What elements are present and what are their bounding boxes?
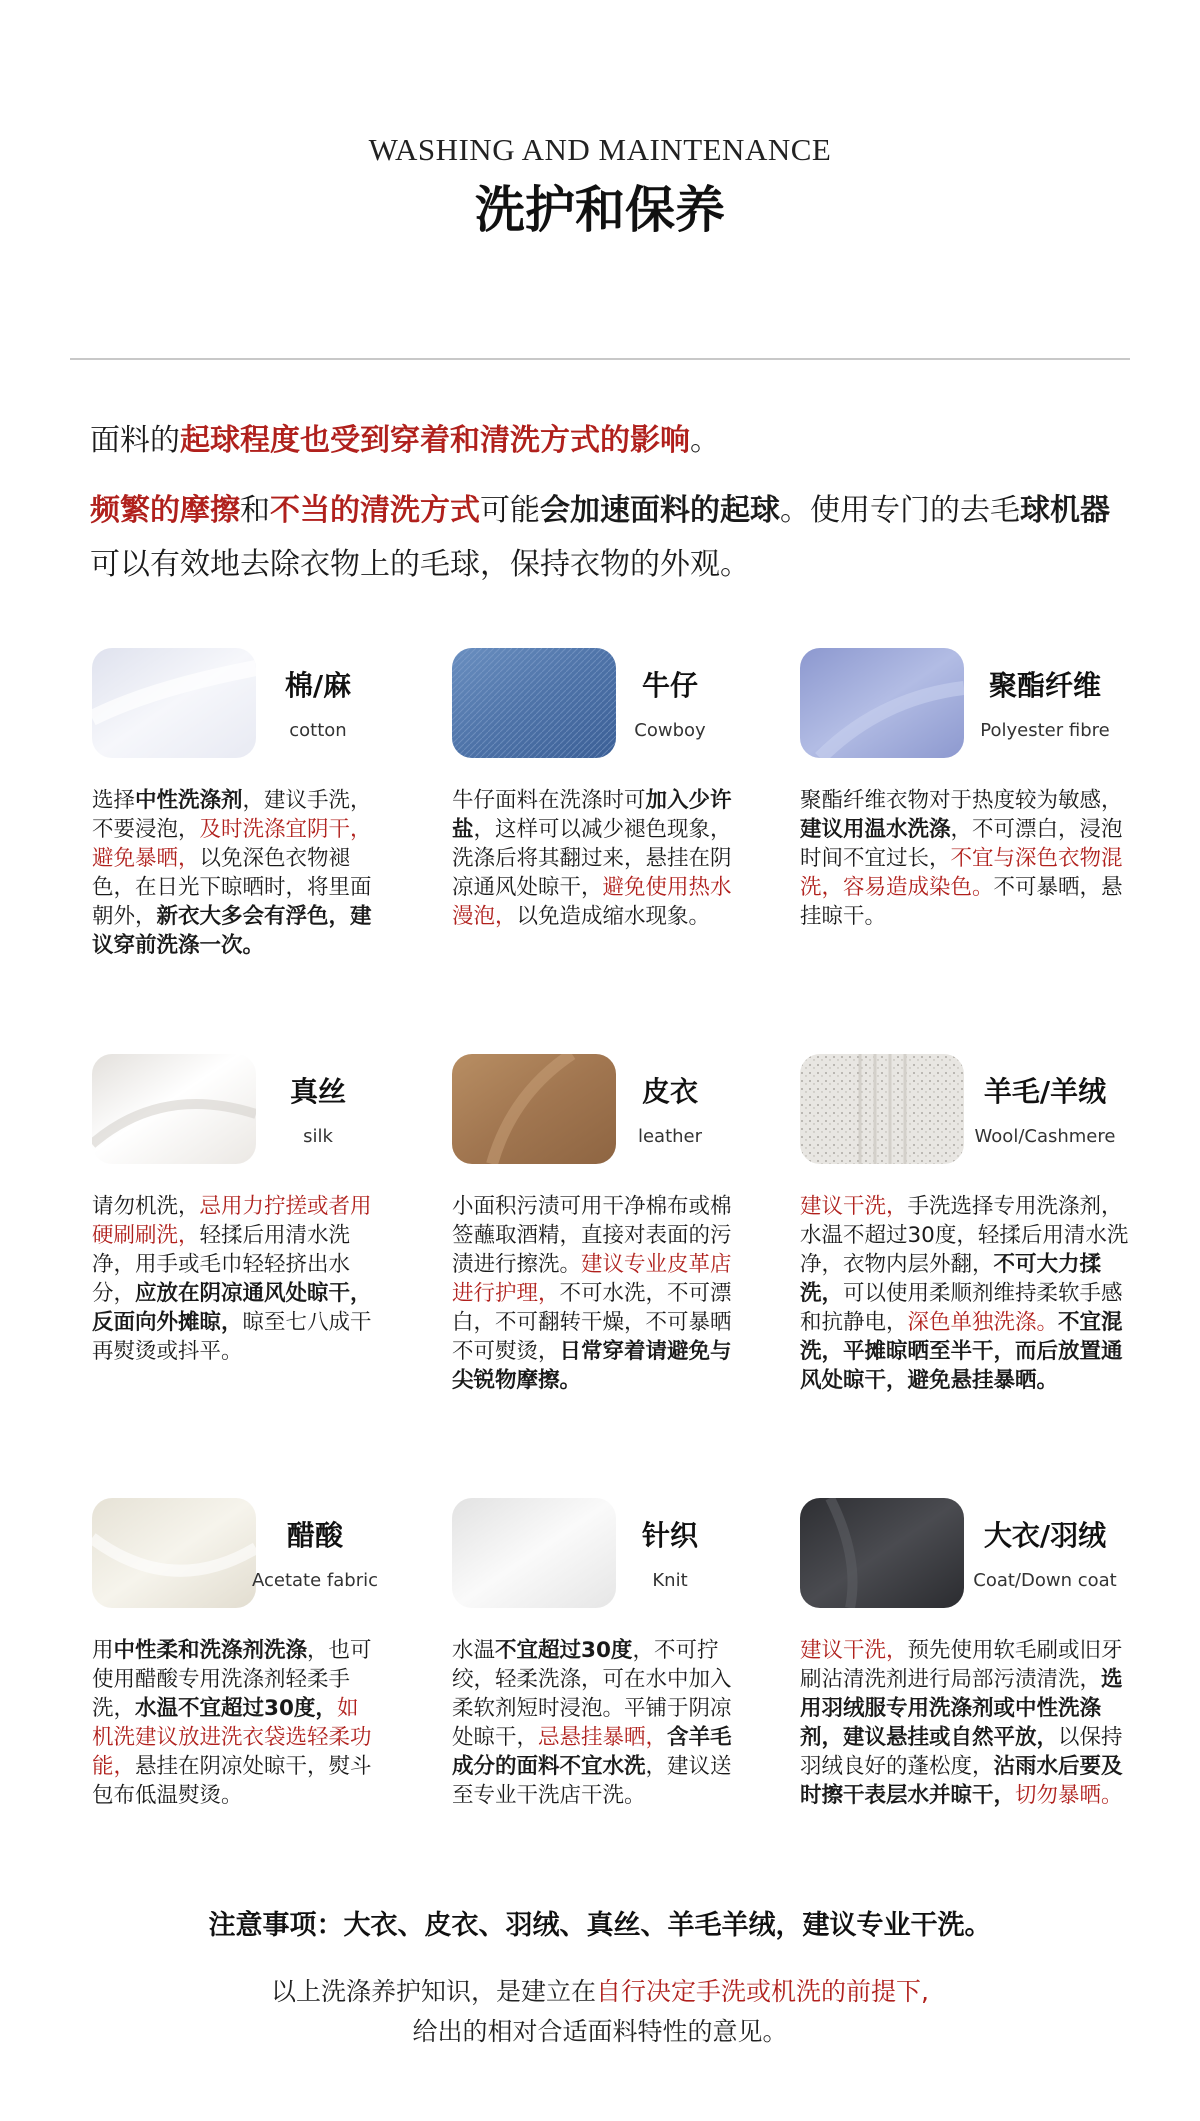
fabric-name: 牛仔: [641, 669, 698, 702]
fabric-english-name: Coat/Down coat: [973, 1570, 1117, 1591]
desc-text: 小面积污渍可用干净棉布或棉签蘸取酒精，直接对表面的污渍进行擦洗。: [452, 1194, 732, 1277]
desc-bold: 中性柔和洗涤剂洗涤: [113, 1638, 308, 1663]
desc-highlight: 不宜与深色衣物混洗，容易造成染色。: [800, 846, 1123, 900]
intro-bold: 会加速面料的起球: [540, 493, 780, 528]
footer-highlight: 自行决定手洗或机洗的前提下,: [596, 1977, 929, 2006]
desc-bold: 加入少许盐: [452, 788, 732, 842]
desc-text: 手洗选择专用洗涤剂，水温不超过30度，轻揉后用清水洗净，衣物内层外翻，: [800, 1194, 1129, 1277]
fabric-description: [92, 1192, 376, 1366]
desc-text: 预先使用软毛刷或旧牙刷沾清洗剂进行局部污渍清洗，: [800, 1638, 1123, 1692]
fabric-english-name: Polyester fibre: [980, 720, 1110, 741]
intro-highlight: 起球程度也受到穿着和清洗方式的影响: [180, 423, 690, 458]
desc-highlight: 避免使用热水漫泡，: [452, 875, 732, 929]
desc-text: 不可水洗，不可漂白，不可翻转干燥，不可暴晒不可熨烫，: [452, 1281, 732, 1364]
desc-text: 请勿机洗，: [92, 1194, 200, 1219]
fabric-description: [92, 786, 376, 960]
fabric-swatch-silk: [92, 1054, 256, 1164]
intro-section: [90, 412, 1130, 592]
footer-text: 给出的相对合适面料特性的意见。: [412, 2017, 788, 2046]
fabric-swatch-leather: [452, 1054, 616, 1164]
fabric-name: 聚酯纤维: [988, 669, 1101, 702]
footer-text: 以上洗涤养护知识，是建立在: [271, 1977, 597, 2006]
intro-text: 可能: [480, 493, 540, 528]
fabric-description: [800, 1636, 1130, 1810]
fabric-name: 皮衣: [641, 1075, 698, 1108]
desc-bold: 选用羽绒服专用洗涤剂或中性洗涤剂，建议悬挂或自然平放，: [800, 1667, 1123, 1750]
intro-text: 面料的: [90, 423, 180, 458]
fabric-description: [800, 786, 1130, 931]
desc-highlight: 忌悬挂暴晒，: [538, 1725, 668, 1750]
intro-paragraph-1: [90, 412, 1130, 470]
intro-text: 可以有效地去除衣物上的毛球，保持衣物的外观。: [90, 547, 750, 582]
desc-text: 以免造成缩水现象。: [516, 904, 711, 929]
desc-bold: 中性洗涤剂: [135, 788, 243, 813]
desc-bold: 应放在阴凉通风处晾干，反面向外摊晾，: [92, 1281, 372, 1335]
fabric-english-name: Knit: [652, 1570, 688, 1591]
notice: 注意事项：大衣、皮衣、羽绒、真丝、羊毛羊绒，建议专业干洗。: [208, 1910, 992, 1941]
fabric-description: [452, 1636, 736, 1810]
desc-text: 用: [92, 1638, 114, 1663]
desc-text: 牛仔面料在洗涤时可: [452, 788, 646, 813]
fabric-english-name: leather: [637, 1126, 703, 1147]
fabric-description: [800, 1192, 1130, 1395]
desc-text: 可以使用柔顺剂维持柔软手感和抗静电，: [800, 1281, 1123, 1335]
fabric-english-name: cotton: [289, 720, 347, 741]
fabric-swatch-wool: [800, 1054, 964, 1164]
intro-text: 和: [240, 493, 270, 528]
fabric-english-name: silk: [303, 1126, 333, 1147]
desc-highlight: 忌用力拧搓或者用硬刷刷洗，: [92, 1194, 372, 1248]
fabric-swatch-coat: [800, 1498, 964, 1608]
fabric-description: [452, 786, 736, 931]
desc-text: 不可暴晒，悬挂晾干。: [800, 875, 1123, 929]
desc-text: ，不可漂白，浸泡时间不宜过长，: [800, 817, 1123, 871]
desc-bold: 沾雨水后要及时擦干表层水并晾干，: [800, 1754, 1123, 1808]
desc-text: 以保持羽绒良好的蓬松度，: [800, 1725, 1123, 1779]
intro-bold: 球机器: [1020, 493, 1110, 528]
fabric-name: 真丝: [289, 1075, 346, 1108]
desc-bold: 日常穿着请避免与尖锐物摩擦。: [452, 1339, 732, 1393]
desc-bold: 不可大力揉洗，: [800, 1252, 1102, 1306]
page-title: 洗护和保养: [475, 181, 725, 239]
desc-text: 轻揉后用清水洗净，用手或毛巾轻轻挤出水分，: [92, 1223, 351, 1306]
desc-text: ，这样可以减少褪色现象，洗涤后将其翻过来，悬挂在阴凉通风处晾干，: [452, 817, 732, 900]
fabric-swatch-cowboy: [452, 648, 616, 758]
fabric-swatch-polyester: [800, 648, 964, 758]
desc-text: ，建议手洗，不要浸泡，: [92, 788, 372, 842]
intro-text: 。: [690, 423, 720, 458]
desc-highlight: 深色单独洗涤。: [907, 1310, 1059, 1335]
desc-text: 晾至七八成干再熨烫或抖平。: [92, 1310, 372, 1364]
fabric-name: 大衣/羽绒: [983, 1519, 1107, 1552]
desc-highlight: 及时洗涤宜阴干，避免暴晒，: [92, 817, 372, 871]
fabric-english-name: Cowboy: [634, 720, 706, 741]
desc-highlight: 建议专业皮革店进行护理，: [452, 1252, 732, 1306]
fabric-description: [452, 1192, 736, 1395]
footer: [0, 1972, 1200, 2052]
fabric-name: 羊毛/羊绒: [983, 1075, 1107, 1108]
fabric-name: 棉/麻: [284, 669, 352, 702]
intro-paragraph-2: [90, 484, 1130, 592]
desc-bold: 水温不宜超过30度，: [135, 1696, 337, 1721]
desc-text: 水温: [452, 1638, 496, 1663]
fabric-swatch-knit: [452, 1498, 616, 1608]
fabric-swatch-acetate: [92, 1498, 256, 1608]
desc-bold: 新衣大多会有浮色，建议穿前洗涤一次。: [92, 904, 372, 958]
intro-highlight: 频繁的摩擦: [90, 493, 240, 528]
desc-text: ，也可使用醋酸专用洗涤剂轻柔手洗，: [92, 1638, 372, 1721]
divider: [70, 358, 1130, 360]
desc-highlight: 如机洗建议放进洗衣袋选轻柔功能，: [92, 1696, 372, 1779]
desc-text: ，建议送至专业干洗店干洗。: [452, 1754, 732, 1808]
fabric-name: 醋酸: [286, 1519, 343, 1552]
fabric-description: [92, 1636, 376, 1810]
desc-bold: 含羊毛成分的面料不宜水洗: [452, 1725, 732, 1779]
desc-bold: 不宜超过30度: [495, 1638, 633, 1663]
desc-text: 聚酯纤维衣物对于热度较为敏感，: [800, 788, 1123, 813]
desc-bold: 建议用温水洗涤: [800, 817, 951, 842]
fabric-name: 针织: [641, 1519, 698, 1552]
header: [0, 130, 1200, 240]
desc-highlight: 建议干洗，: [800, 1194, 908, 1219]
intro-highlight: 不当的清洗方式: [270, 493, 480, 528]
fabric-swatch-cotton: [92, 648, 256, 758]
intro-text: 。使用专门的去毛: [780, 493, 1020, 528]
fabric-english-name: Wool/Cashmere: [974, 1126, 1116, 1147]
desc-text: 选择: [92, 788, 136, 813]
desc-text: ，不可拧绞，轻柔洗涤，可在水中加入柔软剂短时浸泡。平铺于阴凉处晾干，: [452, 1638, 732, 1750]
desc-highlight: 切勿暴晒。: [1015, 1783, 1123, 1808]
fabric-english-name: Acetate fabric: [252, 1570, 378, 1591]
desc-highlight: 建议干洗，: [800, 1638, 908, 1663]
desc-bold: 不宜混洗，平摊晾晒至半干，而后放置通风处晾干，避免悬挂暴晒。: [800, 1310, 1123, 1393]
desc-text: 以免深色衣物褪色，在日光下晾晒时，将里面朝外，: [92, 846, 372, 929]
desc-text: 悬挂在阴凉处晾干，熨斗包布低温熨烫。: [92, 1754, 372, 1808]
english-title: WASHING AND MAINTENANCE: [368, 132, 832, 167]
